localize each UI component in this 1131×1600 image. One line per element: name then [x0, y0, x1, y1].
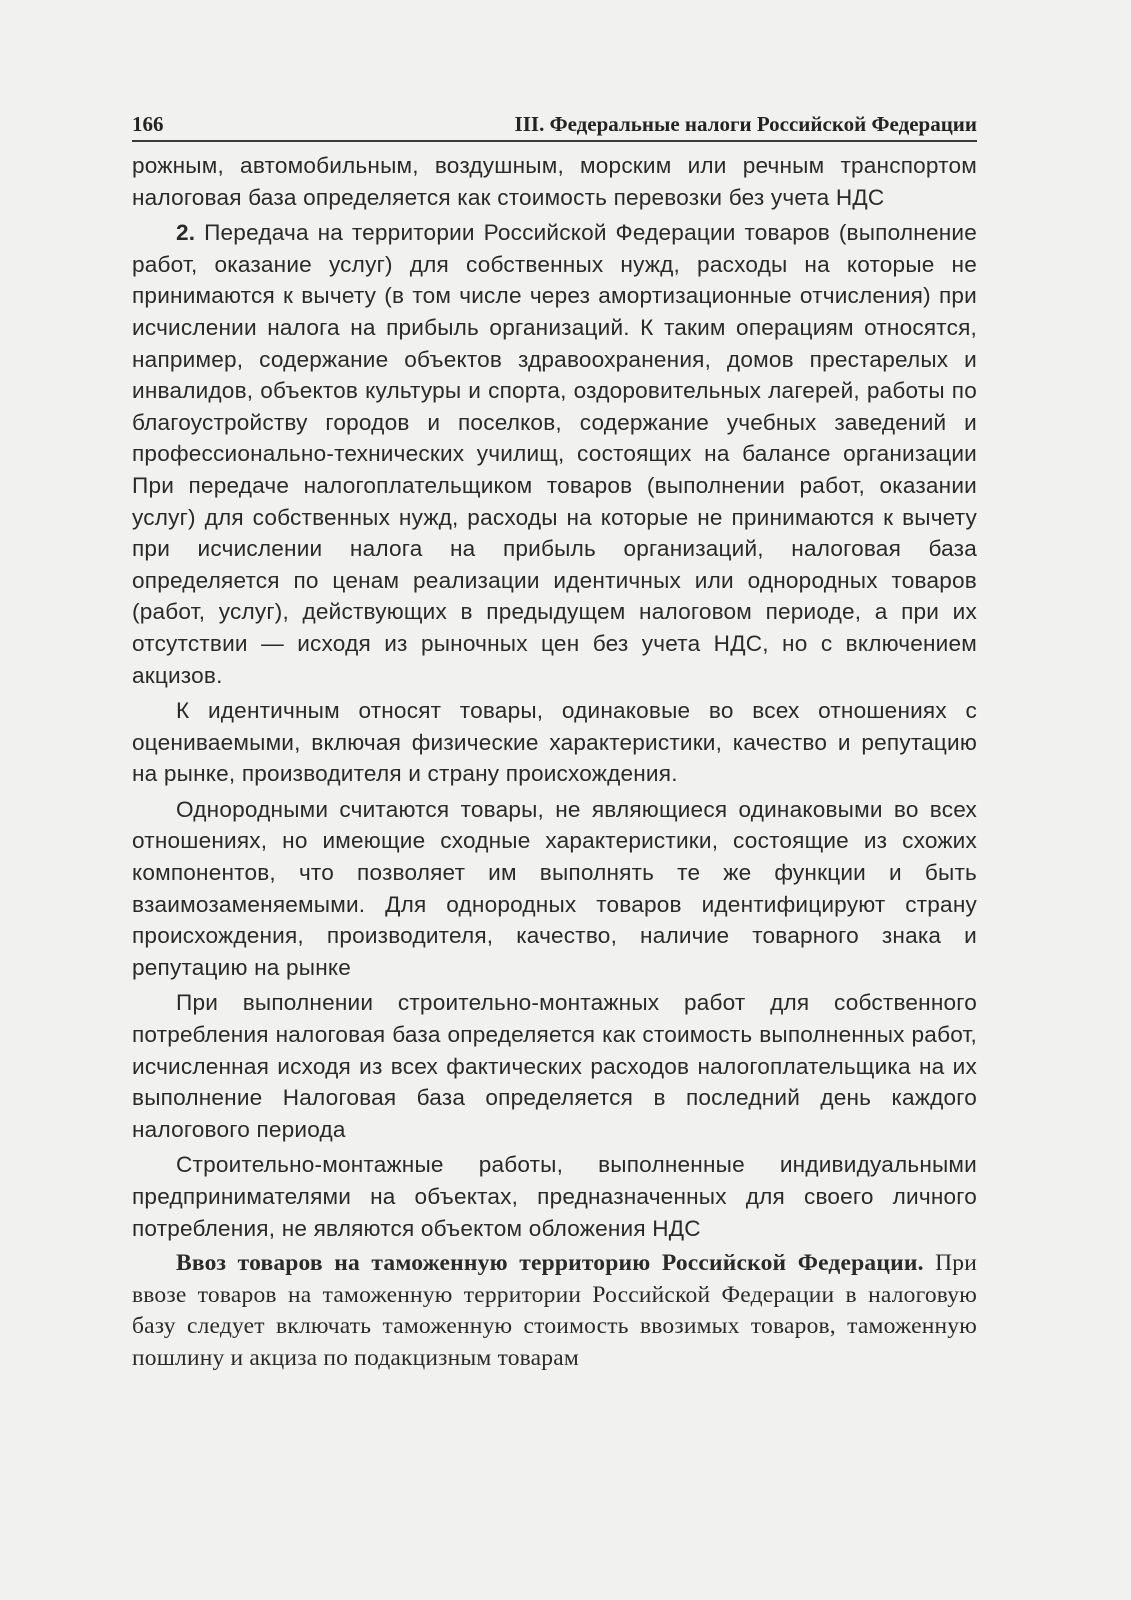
paragraph-entrepreneurs: [132, 1149, 977, 1244]
paragraph-text: При ввозе товаров на таможенную территории Российской Федерации в налоговую базу следует включать таможенную стоимость ввозимых товаров, таможенную пошлину и акциза по подакцизным товарам: [132, 1250, 978, 1371]
paragraph-homogeneous-goods: [132, 794, 977, 984]
paragraph-text: Передача на территории Российской Федерации товаров (выполнение работ, оказание услуг) для собственных нужд, расходы на которые не принимаются к вычету (в том числе через амортизационные отчисления) при исчислении налога на прибыль организаций. К таким операциям относятся, например, содержание объектов здравоохранения, домов престарелых и инвалидов, объектов культуры и спорта, оздоровительных лагерей, работы по благоустройству городов и поселков, содержание учебных заведений и профессионально-технических училищ, состоящих на балансе организации При передаче налогоплательщиком товаров (выполнении работ, оказании услуг) для собственных нужд, расходы на которые не принимаются к вычету при исчислении налога на прибыль организаций, налоговая база определяется по ценам реализации идентичных или однородных товаров (работ, услуг), действующих в предыдущем налоговом периоде, а при их отсутствии — исходя из рыночных цен без учета НДС, но с включением акцизов.: [132, 220, 977, 688]
paragraph-text: Однородными считаются товары, не являющиеся одинаковыми во всех отношениях, но имеющие сходные характеристики, состоящие из схожих компонентов, что позволяет им выполнять те же функции и быть взаимозаменяемыми. Для однородных товаров идентифицируют страну происхождения, производителя, качество, наличие товарного знака и репутацию на рынке: [132, 796, 977, 980]
section-title: III. Федеральные налоги Российской Федерации: [514, 112, 977, 136]
paragraph-construction-works: [132, 987, 977, 1145]
running-head: [132, 106, 977, 142]
item-number: 2.: [176, 220, 196, 246]
paragraph-import: [132, 1248, 977, 1374]
page-body: [132, 150, 977, 1375]
paragraph-text: К идентичным относят товары, одинаковые во всех отношениях с оцениваемыми, включая физические характеристики, качество и репутацию на рынке, производителя и страну происхождения.: [132, 698, 977, 787]
book-page: [132, 106, 977, 1486]
paragraph-item-2: [132, 217, 977, 691]
paragraph-text: Строительно-монтажные работы, выполненные индивидуальными предпринимателями на объектах, предназначенных для своего личного потребления, не являются объектом обложения НДС: [132, 1152, 977, 1241]
paragraph-text: При выполнении строительно-монтажных работ для собственного потребления налоговая база определяется как стоимость выполненных работ, исчисленная исходя из всех фактических расходов налогоплательщика на их выполнение Налоговая база определяется в последний день каждого налогового периода: [132, 990, 977, 1142]
paragraph-continuation: [132, 150, 977, 213]
paragraph-text: рожным, автомобильным, воздушным, морским или речным транспортом налоговая база определяется как стоимость перевозки без учета НДС: [132, 153, 977, 210]
page-number: 166: [132, 112, 164, 136]
paragraph-identical-goods: [132, 695, 977, 790]
run-in-heading: Ввоз товаров на таможенную территорию Российской Федерации.: [176, 1250, 924, 1277]
